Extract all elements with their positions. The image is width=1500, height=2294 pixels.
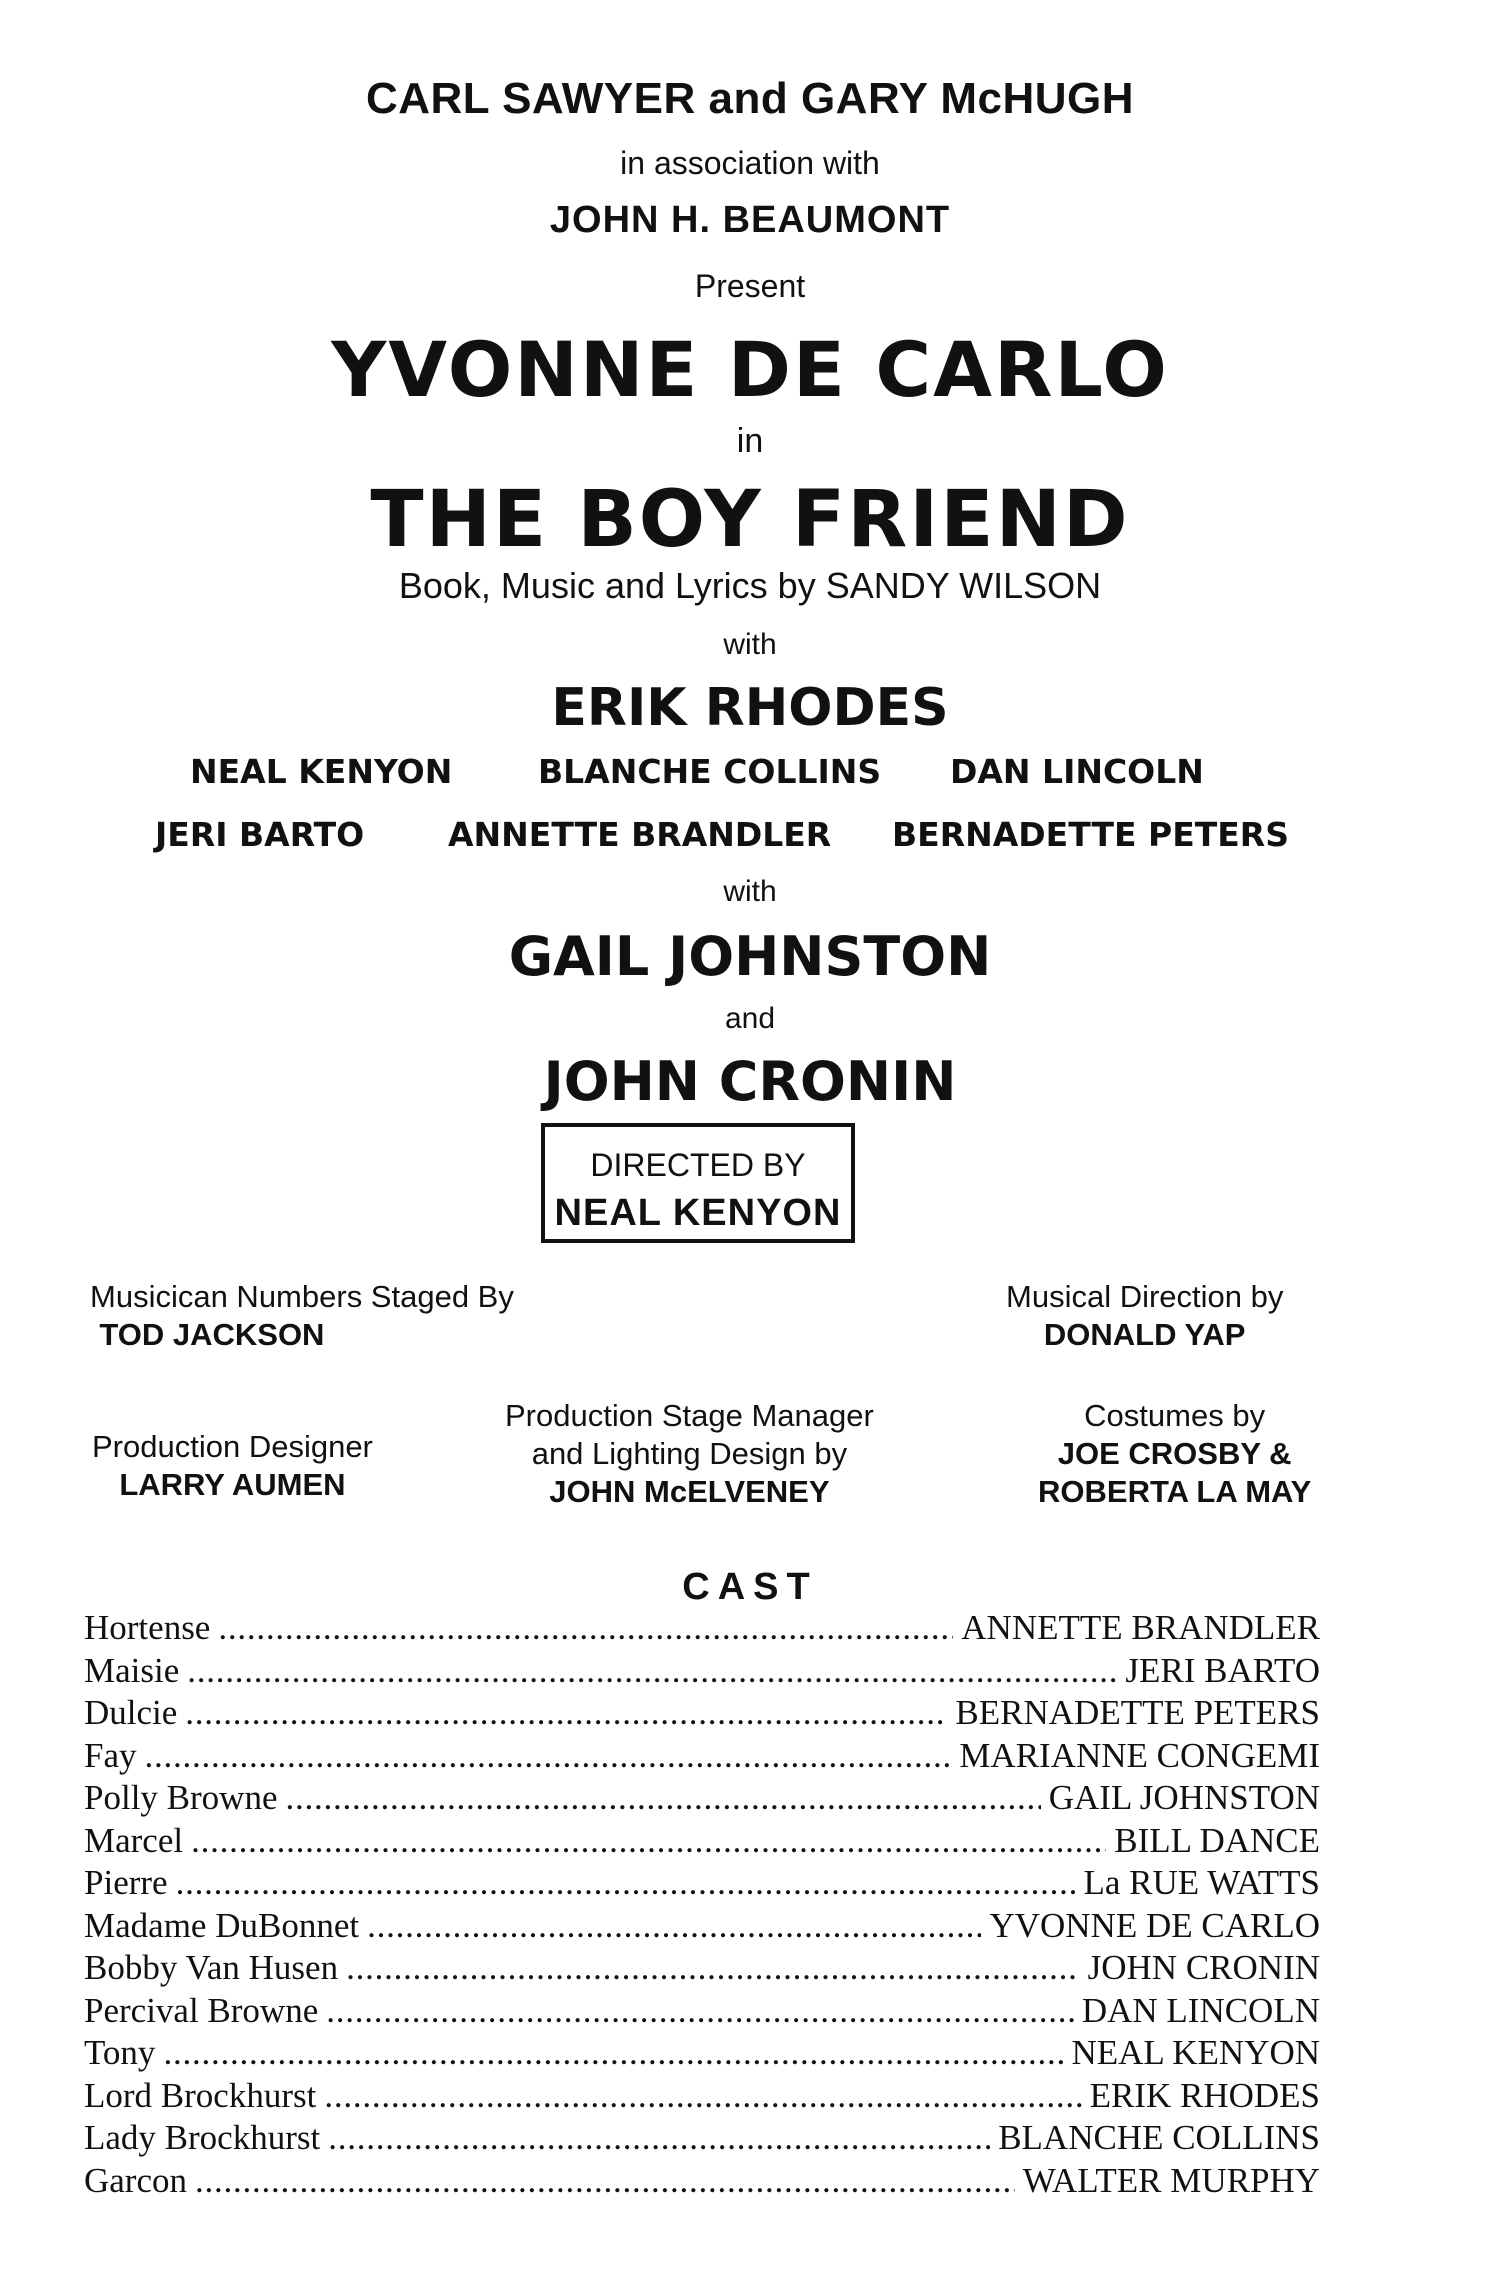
cast-row [84,1736,1320,1779]
cast-role: Fay [84,1735,137,1775]
credit-name: DONALD YAP [1043,1317,1246,1352]
dot-leader [324,2076,1081,2116]
dot-leader [195,2161,1015,2201]
present-line: Present [694,268,806,304]
cast-actor: JOHN CRONIN [1087,1948,1320,1987]
cast-row [84,2118,1320,2161]
cast-role: Marcel [84,1820,184,1860]
featured-name: ERIK RHODES [551,678,949,738]
co-star-2: JOHN CRONIN [543,1050,957,1113]
star-name: YVONNE DE CARLO [331,325,1169,414]
cast-role: Polly Browne [84,1778,278,1817]
dot-leader [145,1736,952,1776]
music-credit [1006,1278,1283,1354]
co-star-1: GAIL JOHNSTON [508,925,992,988]
cast-row [84,1906,1320,1949]
producers-line: CARL SAWYER and GARY McHUGH [365,74,1135,123]
dot-leader [191,1821,1106,1861]
credit-name: TOD JACKSON [99,1317,325,1352]
credit-label: Musical Direction by [1006,1279,1284,1314]
design-credit [92,1428,373,1504]
dot-leader [285,1778,1040,1818]
director-box [541,1123,855,1243]
cast-row [84,1608,1320,1651]
dot-leader [367,1906,981,1946]
book-credit: Book, Music and Lyrics by SANDY WILSON [398,565,1102,606]
cast-actor: DAN LINCOLN [1081,1990,1320,2030]
in-line: in [736,422,764,460]
cast-actor: WALTER MURPHY [1022,2160,1320,2200]
cast-heading: CAST [682,1566,818,1608]
cast-row [84,2161,1320,2204]
cast-actor: La RUE WATTS [1083,1863,1320,1902]
cast-row [84,1651,1320,1694]
cast-actor: ANNETTE BRANDLER [961,1608,1320,1647]
credit-name: LARRY AUMEN [119,1467,346,1502]
cast-row [84,1948,1320,1991]
dot-leader [328,2118,990,2158]
credit-label: Production Stage Manager [505,1398,874,1433]
cast-actor: NEAL KENYON [1071,2033,1320,2072]
cast-row [84,1693,1320,1736]
dot-leader [176,1863,1076,1903]
cast-actor: MARIANNE CONGEMI [959,1735,1320,1775]
dot-leader [326,1991,1074,2031]
director-name: NEAL KENYON [554,1192,842,1234]
and-line: and [724,1002,776,1035]
association-line: in association with [620,145,880,181]
billing-name: BERNADETTE PETERS [892,815,1289,854]
billing-name: ANNETTE BRANDLER [448,815,832,854]
cast-role: Lady Brockhurst [84,2118,321,2157]
billing-name: BLANCHE COLLINS [538,752,882,791]
dot-leader [185,1693,947,1733]
cast-role: Percival Browne [84,1990,319,2030]
cast-actor: BLANCHE COLLINS [998,2118,1320,2157]
cast-row [84,2076,1320,2119]
cast-role: Lord Brockhurst [84,2075,317,2115]
dot-leader [163,2033,1063,2073]
cast-actor: JERI BARTO [1125,1650,1320,1690]
director-label: DIRECTED BY [590,1147,806,1183]
cast-row [84,1778,1320,1821]
cast-actor: BERNADETTE PETERS [955,1693,1320,1732]
cast-actor: BILL DANCE [1114,1820,1320,1860]
credit-label: Production Designer [92,1429,373,1464]
cast-row [84,1991,1320,2034]
billing-name: JERI BARTO [155,815,365,854]
cast-role: Dulcie [84,1693,178,1732]
cast-actor: YVONNE DE CARLO [989,1905,1320,1945]
cast-list [84,1608,1320,2203]
cast-actor: GAIL JOHNSTON [1048,1778,1320,1817]
cast-role: Madame DuBonnet [84,1905,360,1945]
show-title: THE BOY FRIEND [370,475,1130,565]
credit-name: ROBERTA LA MAY [1038,1474,1312,1509]
cast-role: Maisie [84,1650,180,1690]
credit-name: JOE CROSBY & [1057,1436,1292,1471]
credit-label: and Lighting Design by [531,1436,848,1471]
dot-leader [346,1948,1080,1988]
cast-role: Hortense [84,1608,211,1647]
cast-row [84,2033,1320,2076]
with-line-1: with [723,628,777,661]
staging-credit [90,1278,514,1354]
dot-leader [187,1651,1117,1691]
cast-role: Pierre [84,1863,168,1902]
billing-name: NEAL KENYON [190,752,453,791]
stage-manager-credit [505,1397,874,1511]
credit-name: JOHN McELVENEY [549,1474,830,1509]
dot-leader [218,1608,953,1648]
cast-role: Tony [84,2033,156,2072]
cast-role: Bobby Van Husen [84,1948,339,1987]
cast-row [84,1863,1320,1906]
cast-actor: ERIK RHODES [1089,2075,1320,2115]
associate-producer: JOHN H. BEAUMONT [549,199,951,241]
cast-role: Garcon [84,2160,188,2200]
with-line-2: with [723,875,777,908]
cast-row [84,1821,1320,1864]
credit-label: Costumes by [1084,1398,1266,1433]
billing-name: DAN LINCOLN [950,752,1204,791]
costumes-credit [1038,1397,1311,1511]
credit-label: Musicican Numbers Staged By [90,1279,514,1314]
